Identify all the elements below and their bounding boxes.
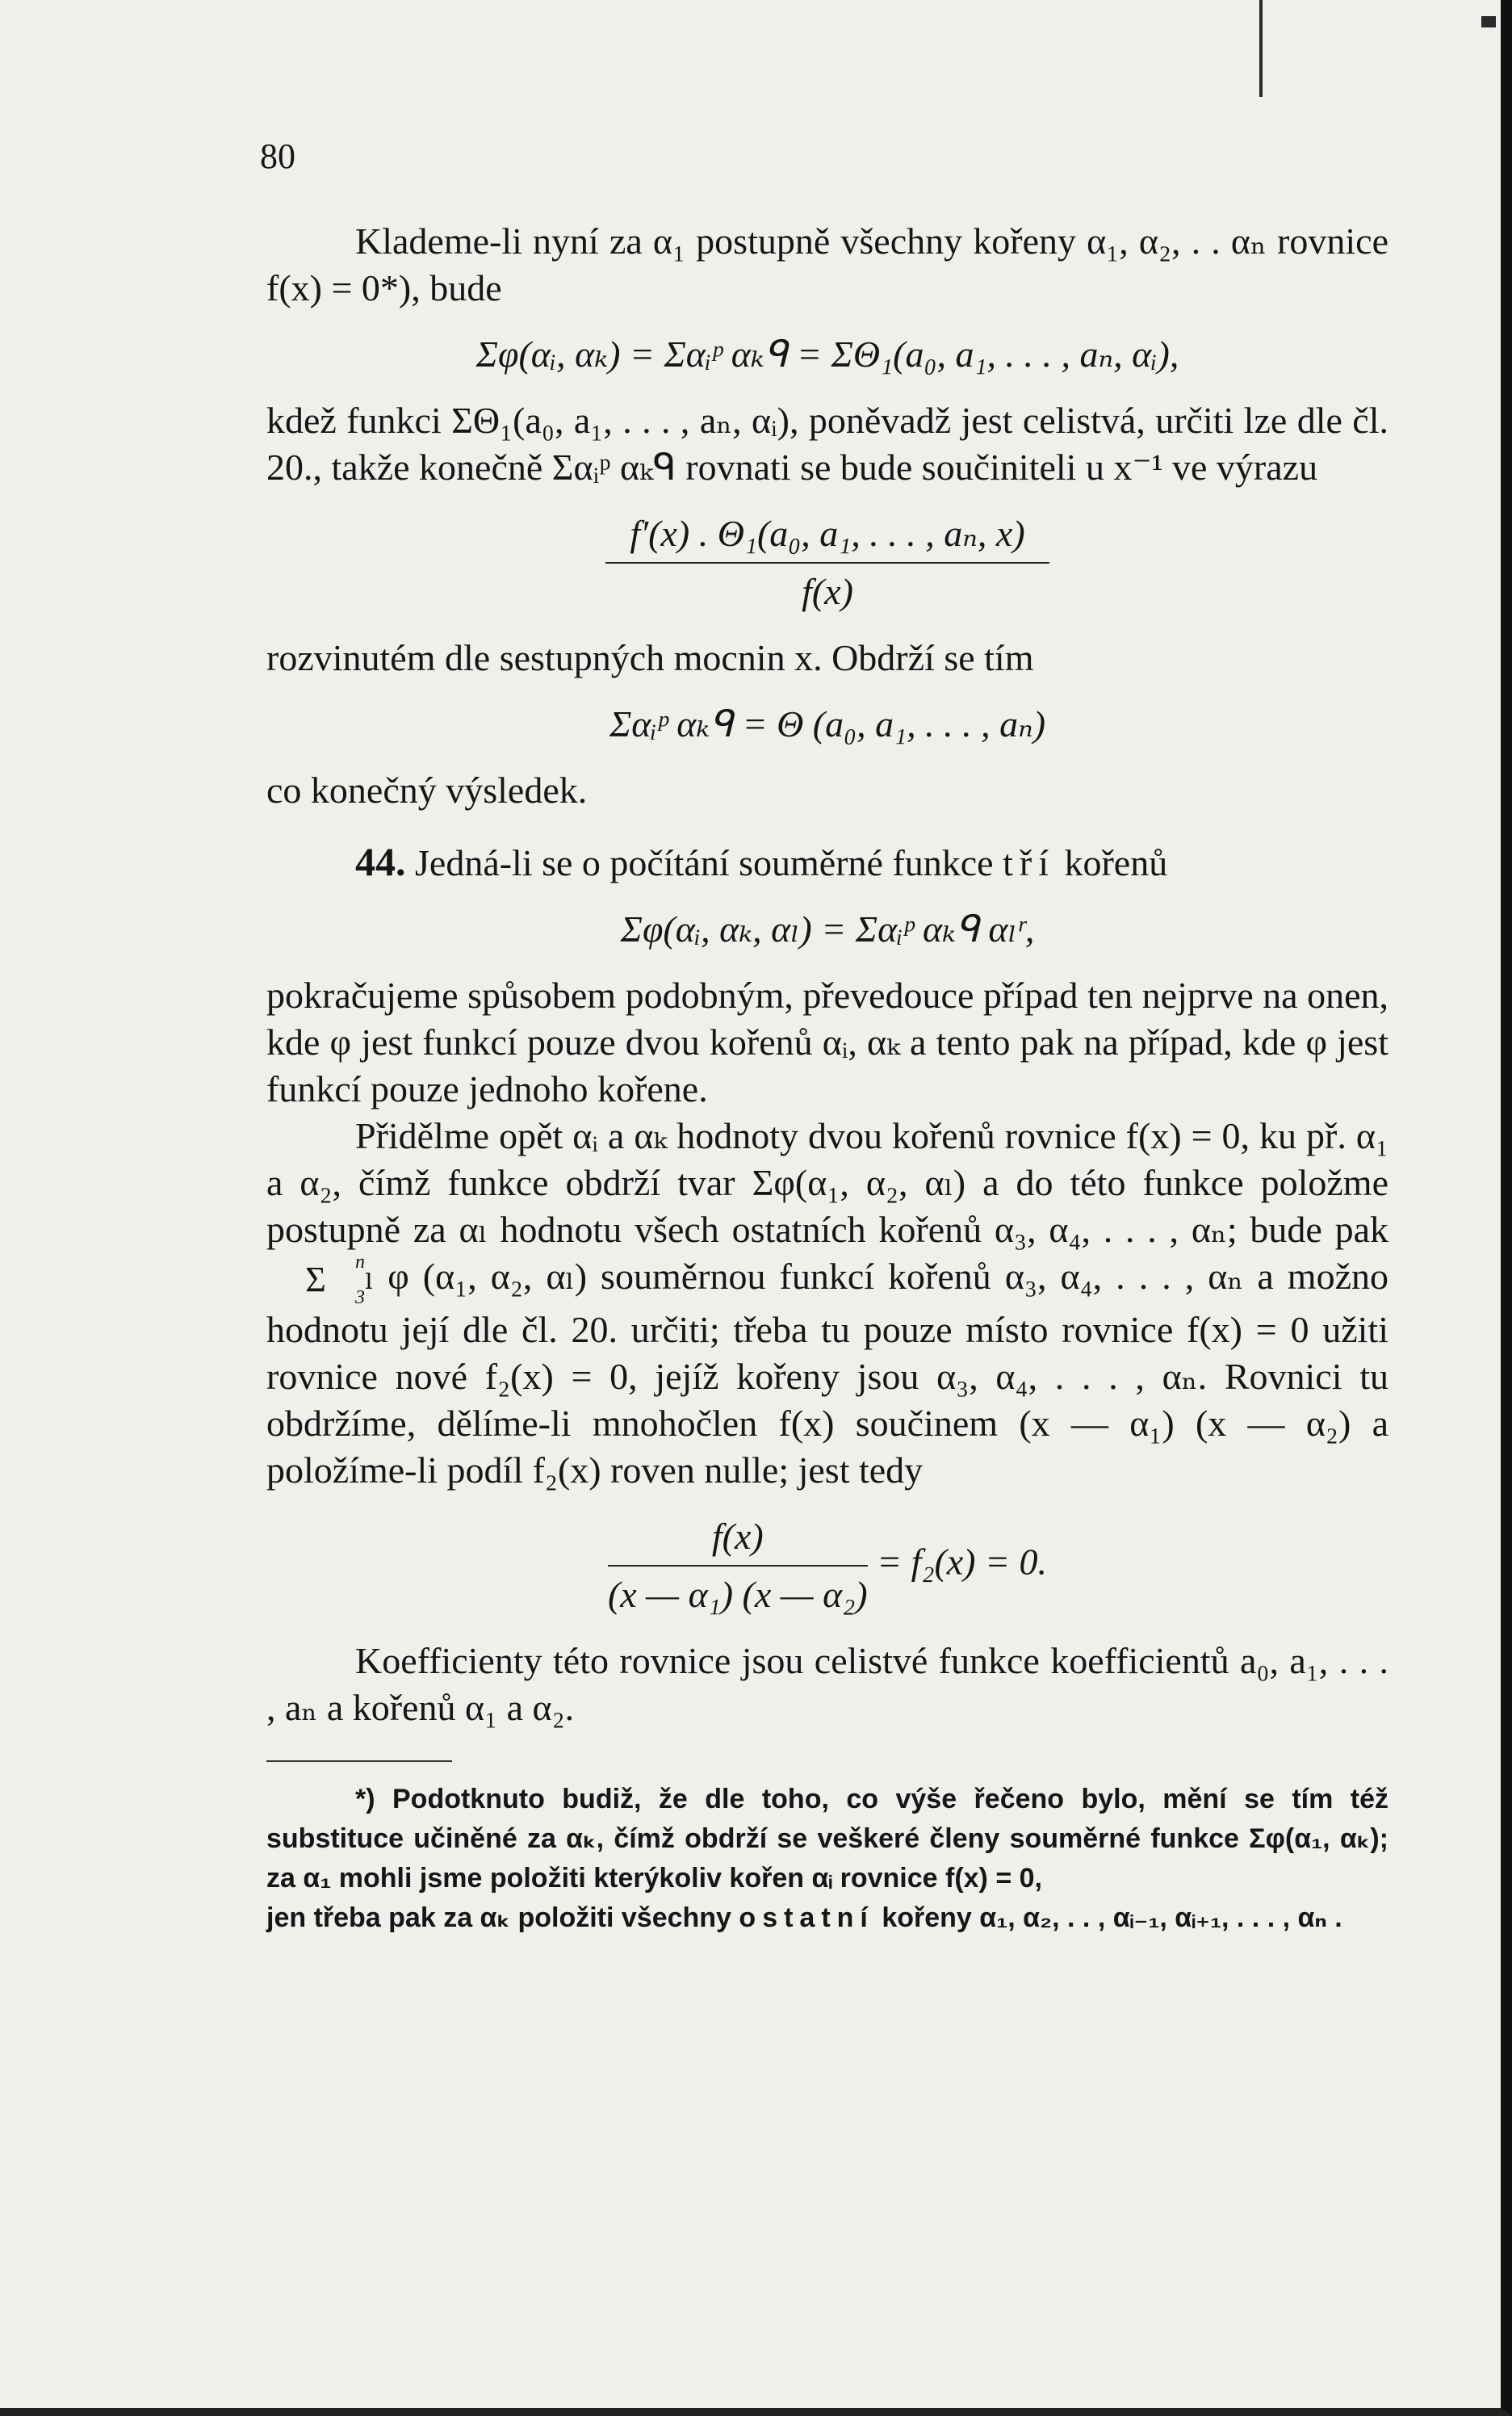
equation: Σφ(αᵢ, αₖ, αₗ) = Σαᵢᵖ αₖᑫ αₗʳ, [620, 908, 1035, 950]
fraction-denominator: (x — α₁) (x — α₂) [607, 1574, 868, 1616]
sum-symbol: n Σ 3 [266, 1253, 365, 1307]
section-paragraph [266, 838, 1388, 887]
footnote-text: *) Podotknuto budiž, že dle toho, co výše řečeno bylo, mění se tím též substituce učiněné za αₖ, čímž obdrží se veškeré členy souměrné funkce Σφ(α₁, αₖ); za α₁ mohli jsme položiti kterýkoliv kořen αᵢ rovnice f(x) = 0, [266, 1784, 1388, 1894]
fraction-denominator: f(x) [802, 571, 853, 612]
section-text: Jedná-li se o počítání souměrné funkce [415, 842, 994, 883]
paragraph-text: Přidělme opět αᵢ a αₖ hodnoty dvou kořenů rovnice f(x) = 0, ku př. α₁ a α₂, čímž funkce obdrží tvar Σφ(α₁, α₂, αₗ) a do této funkce položme postupně za αₗ hodnotu všech ostatních kořenů α₃, α₄, . . . , αₙ; bude pak [266, 1115, 1388, 1250]
paragraph [266, 1113, 1388, 1494]
scan-mark [1481, 16, 1496, 27]
paragraph: pokračujeme spůsobem podobným, převedouce případ ten nejprve na onen, kde φ jest funkcí pouze dvou kořenů αᵢ, αₖ a tento pak na případ, kde φ jest funkcí pouze jednoho kořene. [266, 975, 1388, 1109]
emphasized-word: tří [1003, 842, 1055, 883]
fraction-expression [266, 510, 1388, 615]
fraction [605, 510, 1049, 615]
footnote-fragment: jen třeba pak za αₖ položiti všechny [266, 1902, 731, 1934]
paragraph: Klademe-li nyní za α₁ postupně všechny kořeny α₁, α₂, . . αₙ rovnice f(x) = 0*), bude [266, 220, 1388, 308]
fraction-expression [266, 1513, 1388, 1618]
fraction-numerator: f′(x) . Θ₁(a₀, a₁, . . . , aₙ, x) [605, 510, 1049, 564]
footnote [266, 1780, 1388, 1938]
paragraph: Koefficienty této rovnice jsou celistvé funkce koefficientů a₀, a₁, . . . , aₙ a kořenů α₁ a α₂. [266, 1640, 1388, 1729]
paragraph: co konečný výsledek. [266, 770, 588, 811]
equation: Σαᵢᵖ αₖᑫ = Θ (a₀, a₁, . . . , aₙ) [609, 703, 1046, 745]
equation-rhs: = f₂(x) = 0. [877, 1541, 1048, 1583]
section-text: kořenů [1064, 842, 1168, 883]
paragraph-text: ₗ φ (α₁, α₂, αₗ) souměrnou funkcí kořenů α₃, α₄, . . . , αₙ a možno hodnotu její dle čl. 20. určiti; třeba tu pouze místo rovnice f(x) = 0 užiti rovnice nové f₂(x) = 0, jejíž kořeny jsou α₃, α₄, . . . , αₙ. Rovnici tu obdržíme, dělíme-li mnohočlen f(x) součinem (x — α₁) (x — α₂) a položíme-li podíl f₂(x) roven nulle; jest tedy [266, 1256, 1388, 1491]
page-body [266, 121, 1388, 1938]
section-number: 44. [355, 839, 406, 884]
equation: Σφ(αᵢ, αₖ) = Σαᵢᵖ αₖᑫ = ΣΘ₁(a₀, a₁, . . . , aₙ, αᵢ), [475, 333, 1179, 375]
sum-lower-limit: 3 [355, 1287, 365, 1309]
fraction [608, 1513, 868, 1618]
emphasized-word: ostatní [739, 1902, 874, 1934]
scan-mark [1259, 0, 1263, 97]
paragraph: rozvinutém dle sestupných mocnin x. Obdrží se tím [266, 637, 1034, 678]
page-number: 80 [260, 136, 295, 176]
footnote-divider [266, 1760, 452, 1762]
footnote-fragment: kořeny α₁, α₂, . . , αᵢ₋₁, αᵢ₊₁, . . . , αₙ . [882, 1902, 1342, 1934]
sum-upper-limit: n [355, 1252, 365, 1273]
paragraph: kdež funkci ΣΘ₁(a₀, a₁, . . . , aₙ, αᵢ), poněvadž jest celistvá, určiti lze dle čl. 20., takže konečně Σαᵢᵖ αₖᑫ rovnati se bude součiniteli u x⁻¹ ve výrazu [266, 400, 1388, 488]
fraction-numerator: f(x) [608, 1513, 868, 1567]
footnote-text [266, 1898, 1388, 1938]
